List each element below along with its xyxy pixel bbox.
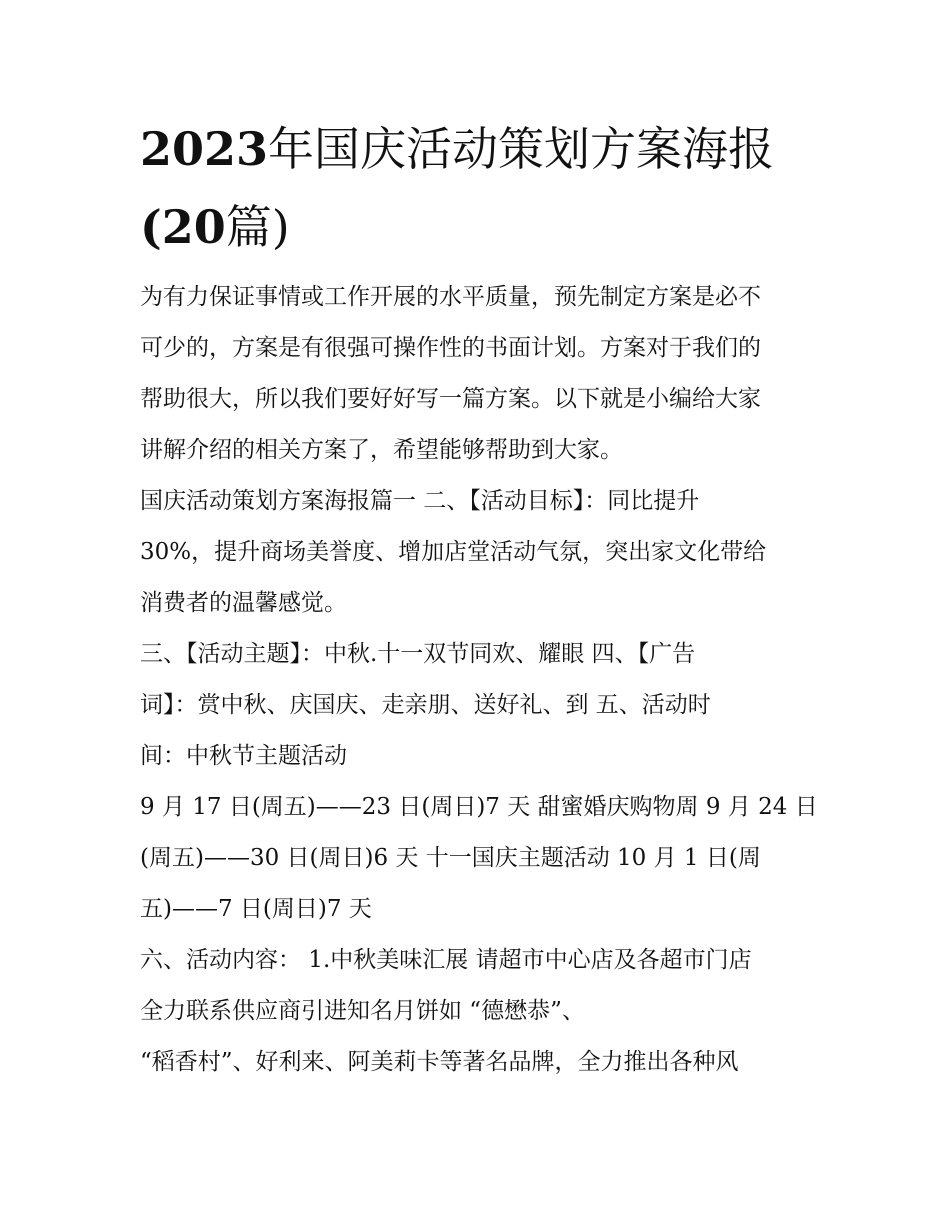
paragraph-line: 五)——7 日(周日)7 天 xyxy=(140,896,372,922)
paragraph-theme xyxy=(140,629,820,782)
paragraph-content xyxy=(140,935,820,1088)
paragraph-line: 六、活动内容： 1.中秋美味汇展 请超市中心店及各超市门店 xyxy=(140,947,752,973)
document-title xyxy=(140,110,820,266)
paragraph-goal xyxy=(140,476,820,629)
paragraph-schedule xyxy=(140,782,820,935)
paragraph-line: 间：中秋节主题活动 xyxy=(140,743,347,769)
document-page xyxy=(140,110,820,1088)
paragraph-line: 讲解介绍的相关方案了，希望能够帮助到大家。 xyxy=(140,437,623,463)
paragraph-line: 帮助很大，所以我们要好好写一篇方案。以下就是小编给大家 xyxy=(140,386,761,412)
paragraph-line: “稻香村”、好利来、阿美莉卡等著名品牌，全力推出各种风 xyxy=(140,1049,739,1075)
paragraph-line: 词】：赏中秋、庆国庆、走亲朋、送好礼、到 五、活动时 xyxy=(140,692,711,718)
paragraph-line: 国庆活动策划方案海报篇一 二、【活动目标】：同比提升 xyxy=(140,488,700,514)
title-count-suffix: 篇) xyxy=(225,200,290,254)
paragraph-line: 全力联系供应商引进知名月饼如 “德懋恭”、 xyxy=(140,998,585,1024)
paragraph-line: 为有力保证事情或工作开展的水平质量，预先制定方案是必不 xyxy=(140,284,761,310)
paragraph-intro xyxy=(140,272,820,476)
paragraph-line: 可少的，方案是有很强可操作性的书面计划。方案对于我们的 xyxy=(140,335,761,361)
title-year: 2023 xyxy=(140,122,269,176)
paragraph-line: 三、【活动主题】：中秋.十一双节同欢、耀眼 四、【广告 xyxy=(140,641,696,667)
title-text: 年国庆活动策划方案海报 xyxy=(268,122,775,176)
paragraph-line: 消费者的温馨感觉。 xyxy=(140,590,347,616)
paragraph-line: 9 月 17 日(周五)——23 日(周日)7 天 甜蜜婚庆购物周 9 月 24 日 xyxy=(140,794,818,820)
title-count: (20 xyxy=(140,200,226,254)
title-line-2 xyxy=(140,188,820,266)
paragraph-line: (周五)——30 日(周日)6 天 十一国庆主题活动 10 月 1 日(周 xyxy=(140,845,761,871)
paragraph-line: 30%，提升商场美誉度、增加店堂活动气氛，突出家文化带给 xyxy=(140,539,767,565)
title-line-1 xyxy=(140,110,820,188)
